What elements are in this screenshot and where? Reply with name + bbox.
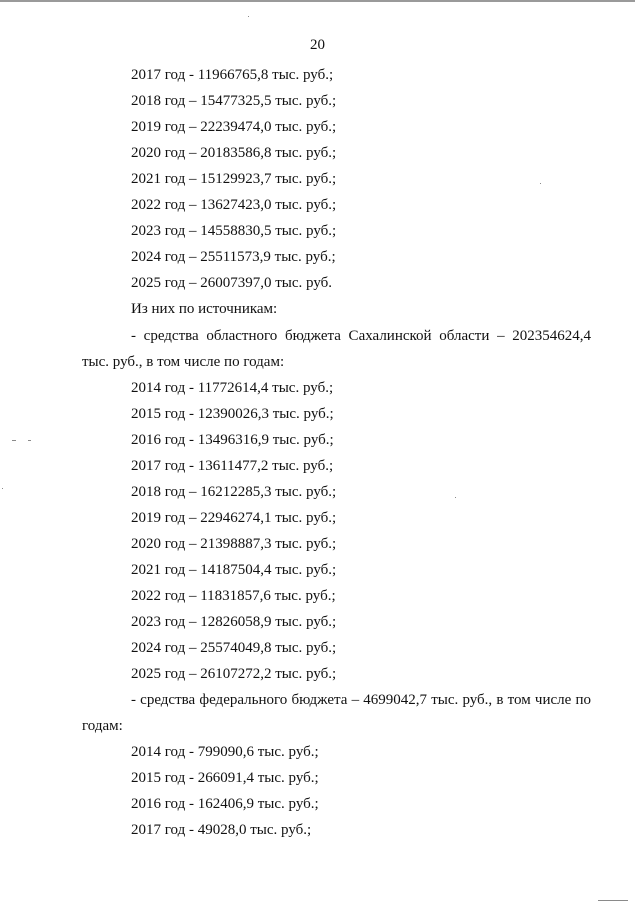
regional-year-line: 2018 год – 16212285,3 тыс. руб.; — [131, 484, 337, 500]
federal-year-line: 2015 год - 266091,4 тыс. руб.; — [131, 770, 319, 786]
funding-year-line: 2025 год – 26007397,0 тыс. руб. — [131, 275, 333, 291]
funding-year-line: 2023 год – 14558830,5 тыс. руб.; — [131, 223, 337, 239]
scan-speck — [28, 440, 31, 441]
regional-year-line: 2024 год – 25574049,8 тыс. руб.; — [131, 640, 337, 656]
scan-speck — [248, 16, 249, 17]
funding-year-line: 2020 год – 20183586,8 тыс. руб.; — [131, 145, 337, 161]
scan-speck — [598, 900, 628, 901]
federal-year-line: 2017 год - 49028,0 тыс. руб.; — [131, 822, 312, 838]
scan-speck — [540, 183, 541, 184]
funding-year-line: 2022 год – 13627423,0 тыс. руб.; — [131, 197, 337, 213]
sources-heading: Из них по источникам: — [131, 301, 278, 317]
federal-year-line: 2016 год - 162406,9 тыс. руб.; — [131, 796, 319, 812]
federal-year-line: 2014 год - 799090,6 тыс. руб.; — [131, 744, 319, 760]
page-number: 20 — [310, 37, 325, 53]
funding-year-line: 2019 год – 22239474,0 тыс. руб.; — [131, 119, 337, 135]
page-top-edge — [0, 0, 635, 2]
regional-year-line: 2019 год – 22946274,1 тыс. руб.; — [131, 510, 337, 526]
regional-budget-total-continued: тыс. руб., в том числе по годам: — [82, 354, 285, 370]
funding-year-line: 2024 год – 25511573,9 тыс. руб.; — [131, 249, 336, 265]
scan-speck — [455, 497, 456, 498]
funding-year-line: 2018 год – 15477325,5 тыс. руб.; — [131, 93, 337, 109]
regional-year-line: 2016 год - 13496316,9 тыс. руб.; — [131, 432, 334, 448]
scan-speck — [2, 488, 3, 489]
regional-budget-total: - средства областного бюджета Сахалинской области – 202354624,4 — [131, 328, 591, 344]
regional-year-line: 2023 год – 12826058,9 тыс. руб.; — [131, 614, 337, 630]
regional-year-line: 2020 год – 21398887,3 тыс. руб.; — [131, 536, 337, 552]
regional-year-line: 2021 год – 14187504,4 тыс. руб.; — [131, 562, 337, 578]
federal-budget-total: - средства федерального бюджета – 4699042,7 тыс. руб., в том числе по — [131, 692, 591, 708]
scan-speck — [12, 440, 16, 441]
federal-budget-total-continued: годам: — [82, 718, 123, 734]
regional-year-line: 2017 год - 13611477,2 тыс. руб.; — [131, 458, 334, 474]
regional-year-line: 2015 год - 12390026,3 тыс. руб.; — [131, 406, 334, 422]
funding-year-line: 2017 год - 11966765,8 тыс. руб.; — [131, 67, 334, 83]
regional-year-line: 2014 год - 11772614,4 тыс. руб.; — [131, 380, 334, 396]
funding-year-line: 2021 год – 15129923,7 тыс. руб.; — [131, 171, 337, 187]
regional-year-line: 2022 год – 11831857,6 тыс. руб.; — [131, 588, 336, 604]
regional-year-line: 2025 год – 26107272,2 тыс. руб.; — [131, 666, 337, 682]
